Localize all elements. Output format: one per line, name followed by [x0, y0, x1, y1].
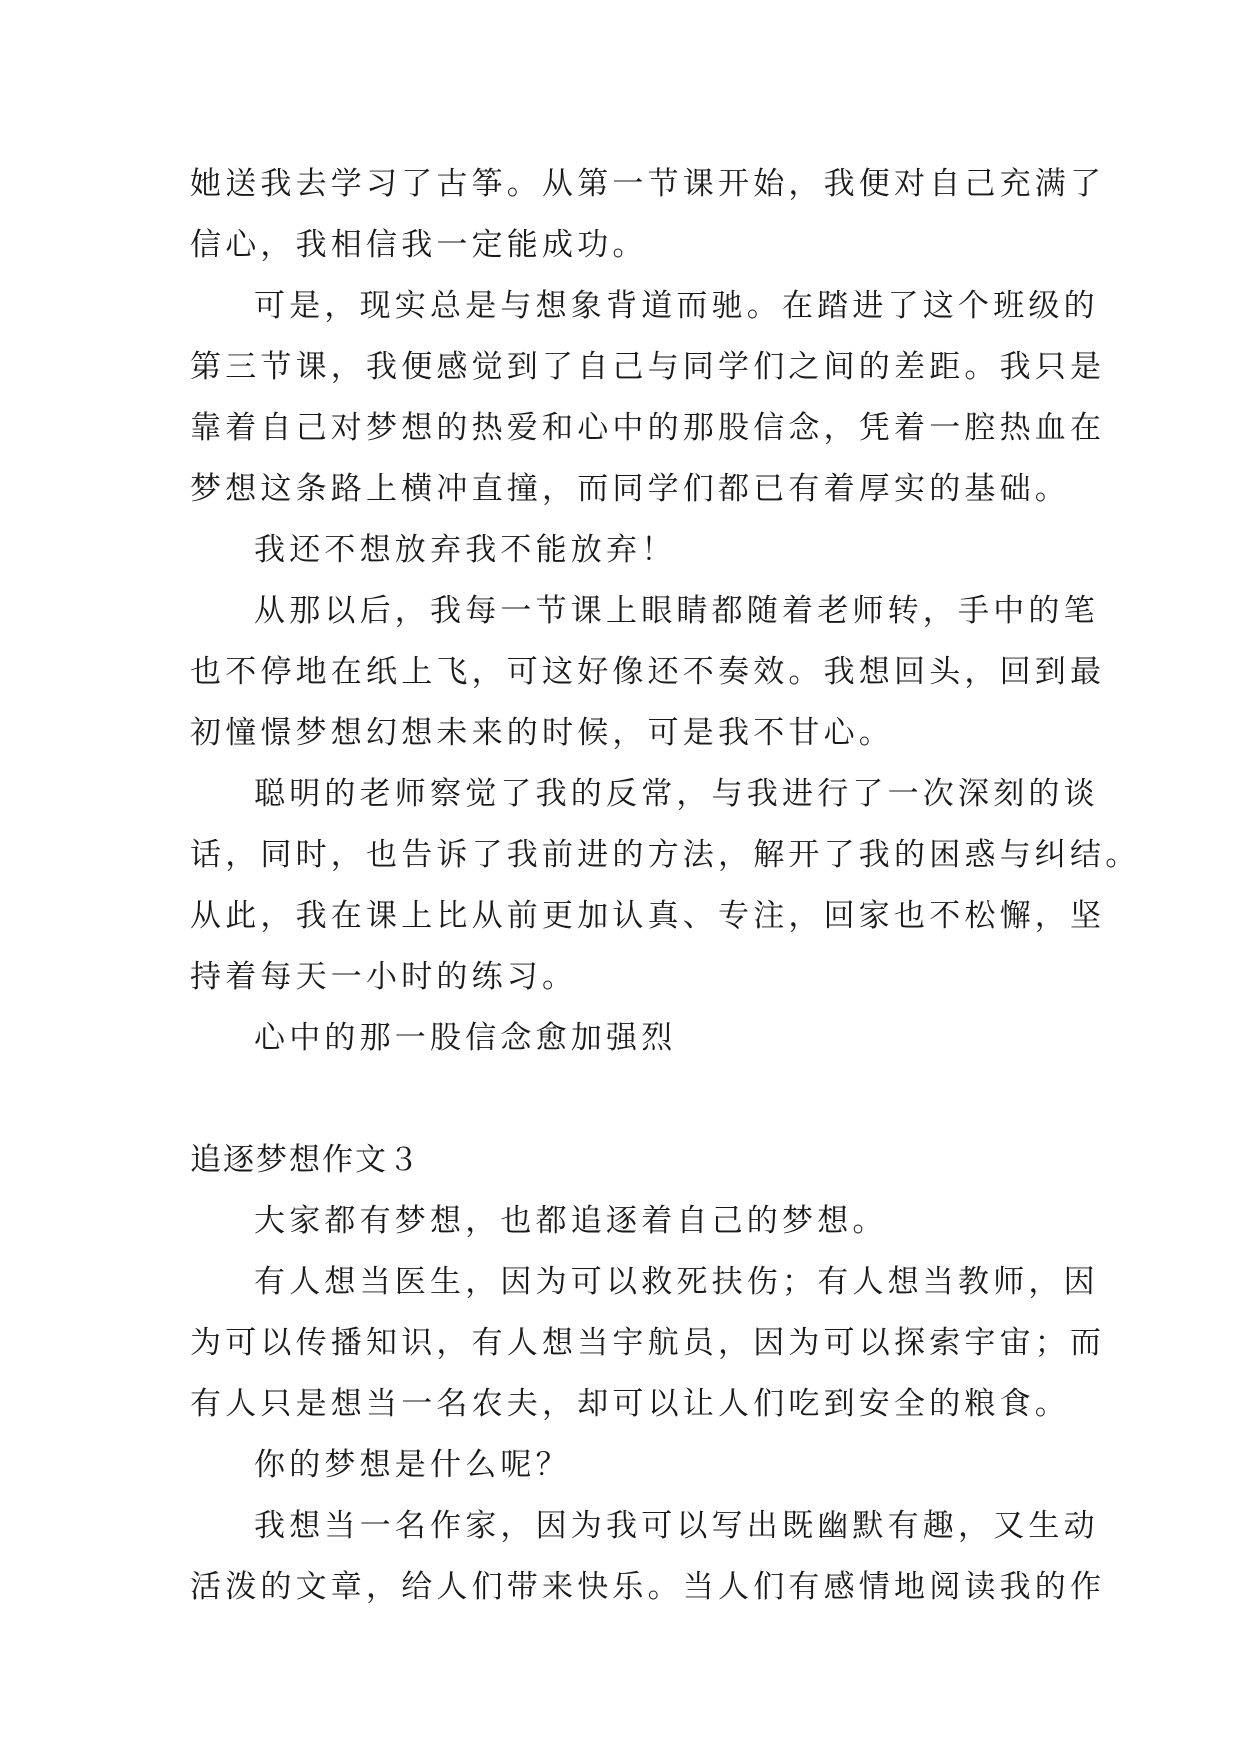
- text-line: 初憧憬梦想幻想未来的时候，可是我不甘心。: [190, 715, 894, 751]
- paragraph-start: 我还不想放弃我不能放弃！: [254, 532, 677, 568]
- paragraph-start: 你的梦想是什么呢？: [254, 1447, 571, 1483]
- paragraph-start: 有人想当医生，因为可以救死扶伤；有人想当教师，因: [254, 1264, 1099, 1300]
- paragraph-start: 大家都有梦想，也都追逐着自己的梦想。: [254, 1203, 888, 1239]
- section-title: 追逐梦想作文３: [190, 1142, 421, 1178]
- text-line: 信心，我相信我一定能成功。: [190, 227, 648, 263]
- text-line: 活泼的文章，给人们带来快乐。当人们有感情地阅读我的作: [190, 1569, 1106, 1605]
- text-line: 也不停地在纸上飞，可这好像还不奏效。我想回头，回到最: [190, 654, 1106, 690]
- text-line: 有人只是想当一名农夫，却可以让人们吃到安全的粮食。: [190, 1386, 1070, 1422]
- text-line: 梦想这条路上横冲直撞，而同学们都已有着厚实的基础。: [190, 471, 1070, 507]
- text-line: 她送我去学习了古筝。从第一节课开始，我便对自己充满了: [190, 166, 1106, 202]
- paragraph-start: 心中的那一股信念愈加强烈: [254, 1020, 677, 1056]
- text-line: 话，同时，也告诉了我前进的方法，解开了我的困惑与纠结。: [190, 837, 1141, 873]
- paragraph-start: 从那以后，我每一节课上眼睛都随着老师转，手中的笔: [254, 593, 1099, 629]
- paragraph-start: 我想当一名作家，因为我可以写出既幽默有趣，又生动: [254, 1508, 1099, 1544]
- text-line: 持着每天一小时的练习。: [190, 959, 578, 995]
- text-line: 靠着自己对梦想的热爱和心中的那股信念，凭着一腔热血在: [190, 410, 1106, 446]
- paragraph-start: 可是，现实总是与想象背道而驰。在踏进了这个班级的: [254, 288, 1099, 324]
- paragraph-start: 聪明的老师察觉了我的反常，与我进行了一次深刻的谈: [254, 776, 1099, 812]
- text-line: 第三节课，我便感觉到了自己与同学们之间的差距。我只是: [190, 349, 1106, 385]
- section-gap: [190, 1069, 1052, 1130]
- text-line: 从此，我在课上比从前更加认真、专注，回家也不松懈，坚: [190, 898, 1106, 934]
- document-page: [190, 154, 1141, 1618]
- text-line: 为可以传播知识，有人想当宇航员，因为可以探索宇宙；而: [190, 1325, 1106, 1361]
